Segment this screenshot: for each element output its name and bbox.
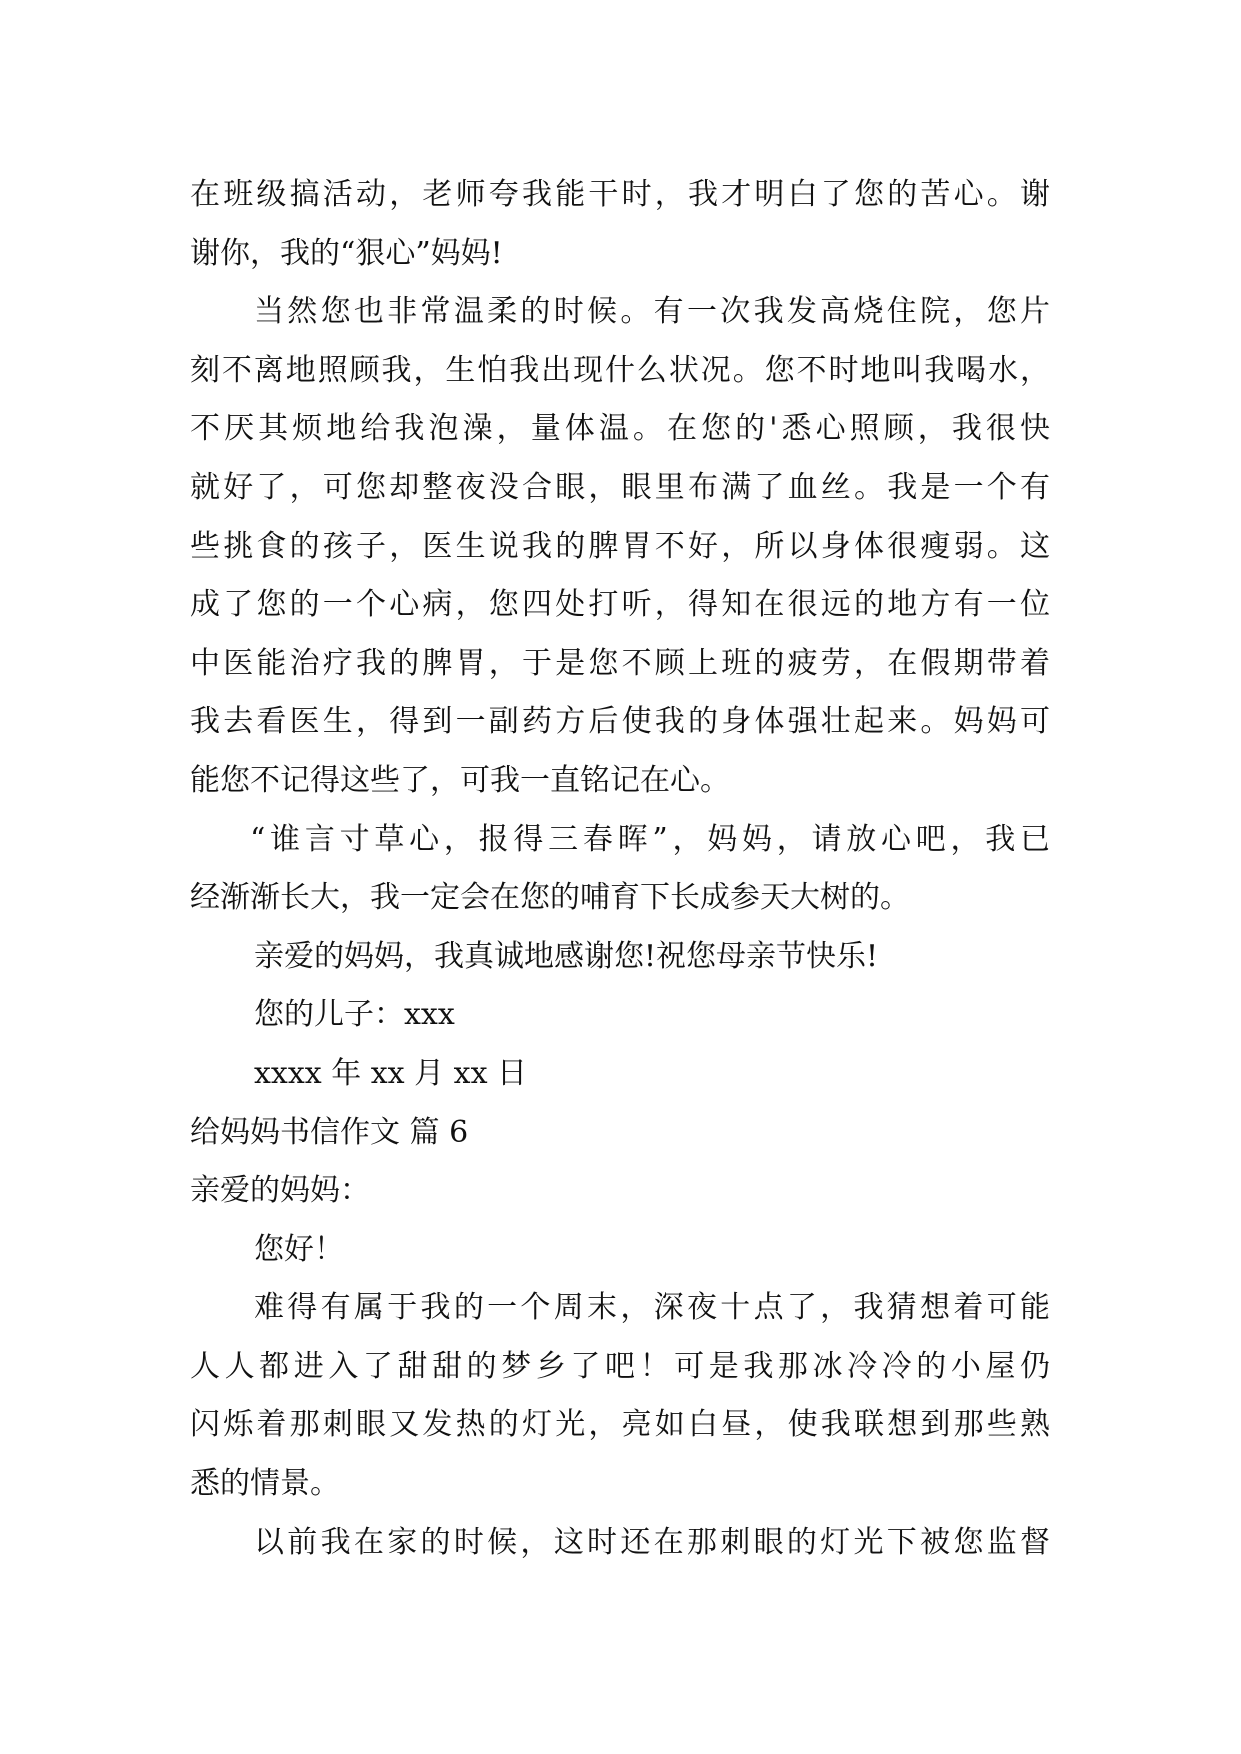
paragraph-2-line-1: 当然您也非常温柔的时候。有一次我发高烧住院，您片 [254,294,1050,330]
letter-body [190,166,1050,1572]
paragraph-2-line-3: 不厌其烦地给我泡澡，量体温。在您的'悉心照顾，我很快 [190,411,1050,447]
paragraph-4-line-1: 难得有属于我的一个周末，深夜十点了，我猜想着可能 [254,1290,1050,1326]
paragraph-5-line-1: 以前我在家的时候，这时还在那刺眼的灯光下被您监督 [254,1524,1050,1560]
salutation-line: 亲爱的妈妈： [190,1173,370,1209]
paragraph-2-line-5: 些挑食的孩子，医生说我的脾胃不好，所以身体很瘦弱。这 [190,528,1050,564]
date-line: xxxx 年 xx 月 xx 日 [254,1055,528,1091]
paragraph-3-line-1: “谁言寸草心，报得三春晖”，妈妈，请放心吧，我已 [250,821,1050,857]
closing-line: 亲爱的妈妈，我真诚地感谢您!祝您母亲节快乐! [254,938,879,974]
paragraph-2-line-4: 就好了，可您却整夜没合眼，眼里布满了血丝。我是一个有 [190,469,1050,505]
paragraph-3-line-2: 经渐渐长大，我一定会在您的哺育下长成参天大树的。 [190,880,910,916]
section-title: 给妈妈书信作文 篇 6 [190,1114,469,1150]
paragraph-2-line-8: 我去看医生，得到一副药方后使我的身体强壮起来。妈妈可 [190,704,1050,740]
paragraph-2-line-2: 刻不离地照顾我，生怕我出现什么状况。您不时地叫我喝水， [190,352,1050,388]
greeting-line: 您好！ [254,1231,344,1267]
paragraph-2-line-7: 中医能治疗我的脾胃，于是您不顾上班的疲劳，在假期带着 [190,645,1050,681]
paragraph-4-line-4: 悉的情景。 [190,1466,340,1502]
paragraph-2-line-6: 成了您的一个心病，您四处打听，得知在很远的地方有一位 [190,587,1050,623]
paragraph-4-line-3: 闪烁着那刺眼又发热的灯光，亮如白昼，使我联想到那些熟 [190,1407,1050,1443]
paragraph-1-line-1: 在班级搞活动，老师夸我能干时，我才明白了您的苦心。谢 [190,177,1050,212]
signature-line: 您的儿子：xxx [254,997,455,1033]
paragraph-1-line-2: 谢你，我的“狠心”妈妈! [190,235,503,271]
paragraph-2-line-9: 能您不记得这些了，可我一直铭记在心。 [190,762,730,798]
paragraph-4-line-2: 人人都进入了甜甜的梦乡了吧！可是我那冰冷冷的小屋仍 [190,1348,1050,1384]
